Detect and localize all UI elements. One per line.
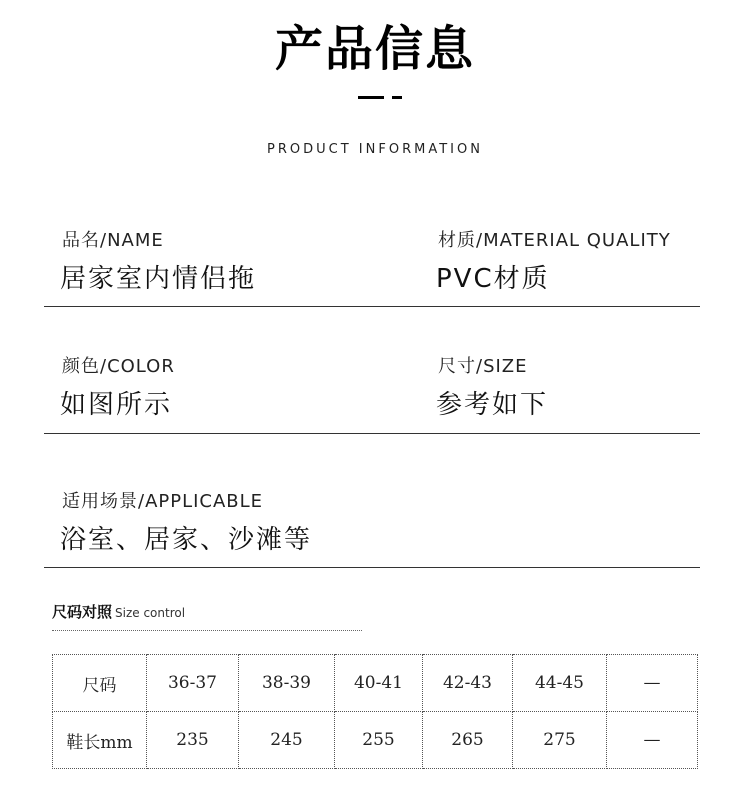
divider-line-1	[44, 306, 700, 307]
material-label: 材质/MATERIAL QUALITY	[438, 230, 671, 251]
table-cell: 44-45	[513, 655, 607, 712]
size-chart-dotted-line	[52, 630, 362, 631]
table-cell: 42-43	[423, 655, 513, 712]
table-row	[53, 655, 698, 712]
size-chart-title	[52, 601, 185, 622]
table-cell: —	[607, 712, 698, 769]
table-row	[53, 712, 698, 769]
color-label: 颜色/COLOR	[62, 356, 175, 377]
size-table	[52, 654, 698, 769]
material-value: PVC材质	[436, 264, 550, 294]
scene-value: 浴室、居家、沙滩等	[60, 525, 313, 555]
table-cell: 尺码	[53, 655, 147, 712]
size-label: 尺寸/SIZE	[438, 356, 528, 377]
size-chart-title-en: Size control	[115, 606, 186, 620]
divider-short	[392, 96, 402, 99]
table-cell: 255	[335, 712, 423, 769]
divider-line-2	[44, 433, 700, 434]
table-cell: 265	[423, 712, 513, 769]
name-label: 品名/NAME	[62, 230, 164, 251]
size-value: 参考如下	[436, 390, 549, 420]
name-value: 居家室内情侣拖	[60, 264, 257, 294]
page-subtitle: PRODUCT INFORMATION	[267, 142, 483, 157]
page-title: 产品信息	[274, 21, 475, 77]
table-cell: 40-41	[335, 655, 423, 712]
table-cell: 鞋长mm	[53, 712, 147, 769]
color-value: 如图所示	[60, 390, 173, 420]
table-cell: 36-37	[147, 655, 239, 712]
divider-long	[358, 96, 384, 99]
title-divider	[358, 96, 402, 99]
table-cell: 38-39	[239, 655, 335, 712]
divider-line-3	[44, 567, 700, 568]
scene-label: 适用场景/APPLICABLE	[62, 491, 264, 512]
table-cell: 245	[239, 712, 335, 769]
table-cell: 275	[513, 712, 607, 769]
size-chart-title-cn: 尺码对照	[52, 603, 113, 621]
table-cell: —	[607, 655, 698, 712]
table-cell: 235	[147, 712, 239, 769]
